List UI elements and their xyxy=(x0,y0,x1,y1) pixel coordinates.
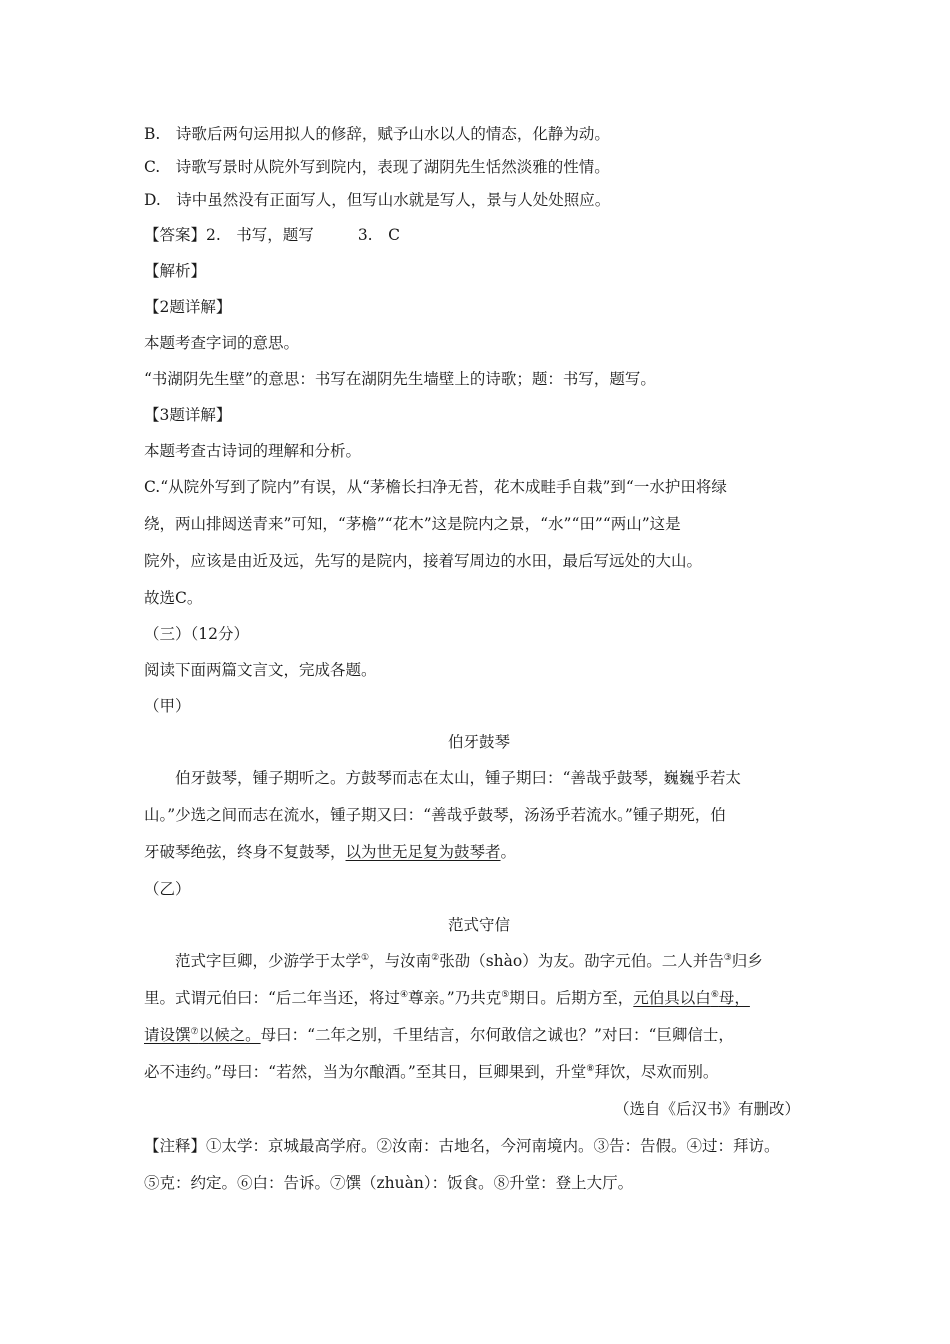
q3-line-3: 绕，两山排闼送青来”可知，“茅檐”“花木”这是院内之景，“水”“田”“两山”这是 xyxy=(144,515,681,533)
option-b: B. 诗歌后两句运用拟人的修辞，赋予山水以人的情态，化静为动。 xyxy=(144,125,610,143)
passage-yi-line-2: 里。式谓元伯曰：“后二年当还，将过④尊亲。”乃共克⑤期日。后期方至，元伯具以白⑥母， xyxy=(144,989,750,1007)
underlined-sentence: 请设馔⑦以候之。 xyxy=(144,1026,261,1044)
footnote-mark: ① xyxy=(361,952,370,963)
notes-line-1: 【注释】①太学：京城最高学府。②汝南：古地名，今河南境内。③告：告假。④过：拜访。 xyxy=(144,1137,780,1155)
notes-line-2: ⑤克：约定。⑥白：告诉。⑦馔（zhuàn）：饭食。⑧升堂：登上大厅。 xyxy=(144,1174,634,1192)
passage-yi-line-3: 请设馔⑦以候之。母曰：“二年之别，千里结言，尔何敢信之诚也？”对曰：“巨卿信士， xyxy=(144,1026,734,1044)
section3-intro: 阅读下面两篇文言文，完成各题。 xyxy=(144,661,377,679)
q3-line-5: 故选C。 xyxy=(144,589,203,607)
q2-line-2: “书湖阴先生壁”的意思：书写在湖阴先生墙壁上的诗歌；题：书写，题写。 xyxy=(144,370,656,388)
footnote-mark: ② xyxy=(431,952,440,963)
passage-jia-title: 伯牙鼓琴 xyxy=(447,733,510,751)
q3-line-4: 院外，应该是由近及远，先写的是院内，接着写周边的水田，最后写远处的大山。 xyxy=(144,552,703,570)
footnote-mark: ⑤ xyxy=(501,989,510,1000)
q2-heading: 【2题详解】 xyxy=(144,298,232,316)
answer-q2: 2. 书写，题写 xyxy=(206,226,314,244)
underlined-sentence: 以为世无足复为鼓琴者 xyxy=(345,843,501,861)
q3-line-1: 本题考查古诗词的理解和分析。 xyxy=(144,442,362,460)
q3-heading: 【3题详解】 xyxy=(144,406,232,424)
passage-jia-label: （甲） xyxy=(144,697,191,715)
notes-label: 【注释】 xyxy=(144,1137,207,1155)
answer-line xyxy=(144,217,814,253)
passage-yi-source: （选自《后汉书》有删改） xyxy=(613,1100,800,1118)
footnote-mark: ④ xyxy=(399,989,409,1000)
passage-jia-line-1: 伯牙鼓琴，锺子期听之。方鼓琴而志在太山，锺子期曰：“善哉乎鼓琴，巍巍乎若太 xyxy=(175,769,741,787)
passage-yi-title: 范式守信 xyxy=(447,916,510,934)
analysis-label: 【解析】 xyxy=(144,262,207,280)
passage-jia-line-2: 山。”少选之间而志在流水，锺子期又曰：“善哉乎鼓琴，汤汤乎若流水。”锺子期死，伯 xyxy=(144,806,726,824)
passage-jia-line-3: 牙破琴绝弦，终身不复鼓琴，以为世无足复为鼓琴者。 xyxy=(144,843,517,861)
answer-q3: 3. C xyxy=(357,226,400,244)
footnote-mark: ③ xyxy=(723,952,732,963)
q2-line-1: 本题考查字词的意思。 xyxy=(144,334,300,352)
underlined-sentence: 元伯具以白⑥母， xyxy=(633,989,750,1007)
section3-heading: （三）（12分） xyxy=(144,625,249,643)
footnote-mark: ⑧ xyxy=(586,1063,595,1074)
passage-yi-line-4: 必不违约。”母曰：“若然，当为尔酿酒。”至其日，巨卿果到，升堂⑧拜饮，尽欢而别。 xyxy=(144,1063,719,1081)
passage-yi-label: （乙） xyxy=(144,880,191,898)
option-c: C. 诗歌写景时从院外写到院内，表现了湖阴先生恬然淡雅的性情。 xyxy=(144,158,610,176)
option-d: D. 诗中虽然没有正面写人，但写山水就是写人，景与人处处照应。 xyxy=(144,191,611,209)
q3-line-2: C.“从院外写到了院内”有误，从“茅檐长扫净无苔，花木成畦手自栽”到“一水护田将绿 xyxy=(144,478,727,496)
answer-label: 【答案】 xyxy=(144,226,207,244)
document-page xyxy=(144,118,814,1202)
passage-yi-line-1: 范式字巨卿，少游学于太学①，与汝南②张劭（shào）为友。劭字元伯。二人并告③归乡 xyxy=(175,952,763,970)
